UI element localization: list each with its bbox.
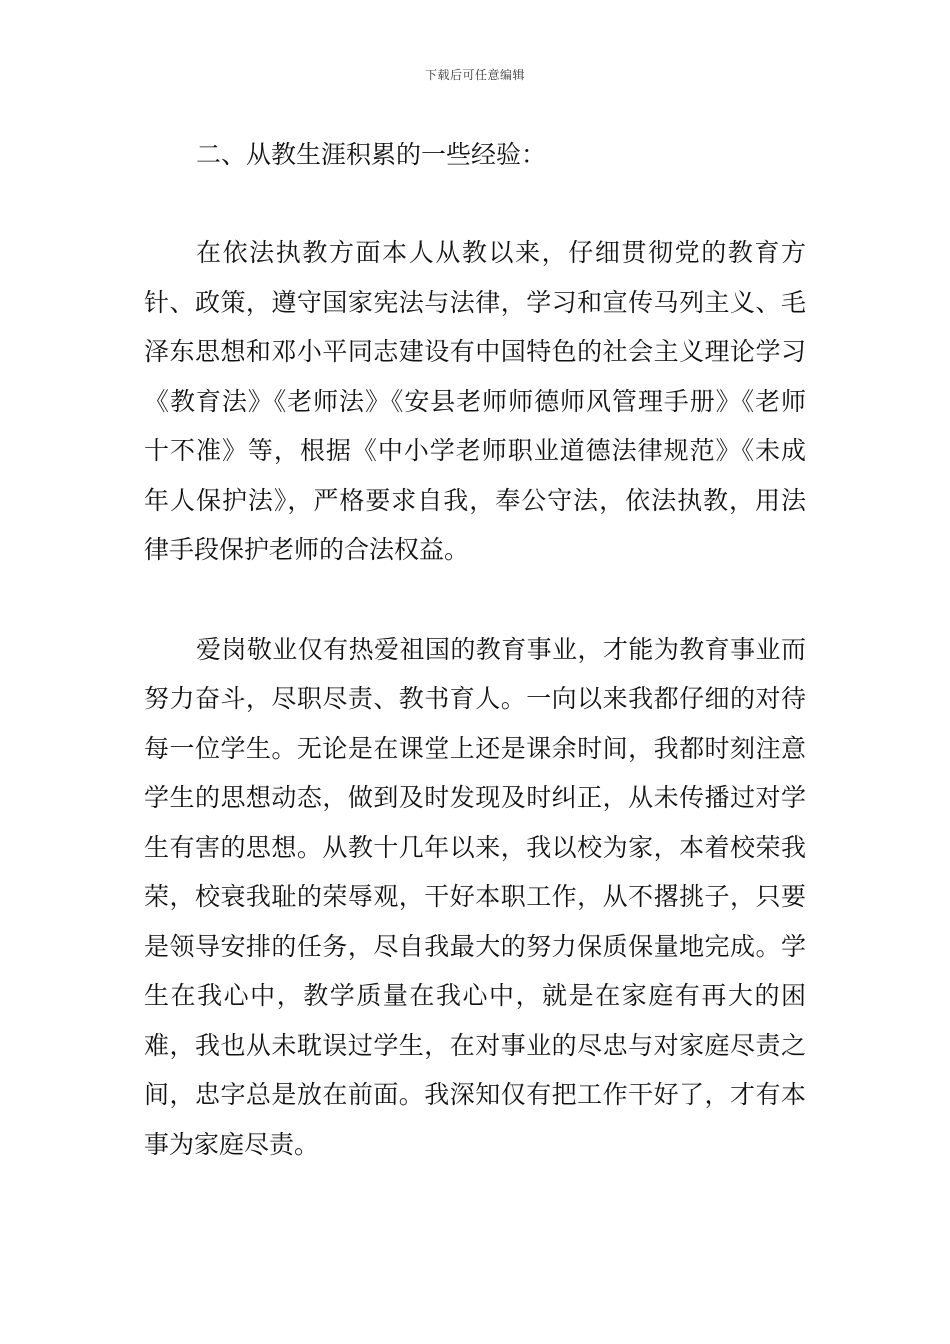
document-body — [144, 130, 806, 1169]
paragraph-law-abiding-teaching: 在依法执教方面本人从教以来，仔细贯彻党的教育方针、政策，遵守国家宪法与法律，学习和宣传马列主义、毛泽东思想和邓小平同志建设有中国特色的社会主义理论学习《教育法》《老师法》《安县老师师德师风管理手册》《老师十不准》等，根据《中小学老师职业道德法律规范》《未成年人保护法》，严格要求自我，奉公守法，依法执教，用法律手段保护老师的合法权益。 — [144, 238, 806, 564]
paragraph-dedication: 爱岗敬业仅有热爱祖国的教育事业，才能为教育事业而努力奋斗，尽职尽责、教书育人。一向以来我都仔细的对待每一位学生。无论是在课堂上还是课余时间，我都时刻注意学生的思想动态，做到及时发现及时纠正，从未传播过对学生有害的思想。从教十几年以来，我以校为家，本着校荣我荣，校衰我耻的荣辱观，干好本职工作，从不撂挑子，只要是领导安排的任务，尽自我最大的努力保质保量地完成。学生在我心中，教学质量在我心中，就是在家庭有再大的困难，我也从未耽误过学生，在对事业的尽忠与对家庭尽责之间，忠字总是放在前面。我深知仅有把工作干好了，才有本事为家庭尽责。 — [144, 634, 806, 1159]
page-header-note: 下载后可任意编辑 — [424, 68, 525, 82]
section-heading: 二、从教生涯积累的一些经验： — [196, 140, 547, 169]
